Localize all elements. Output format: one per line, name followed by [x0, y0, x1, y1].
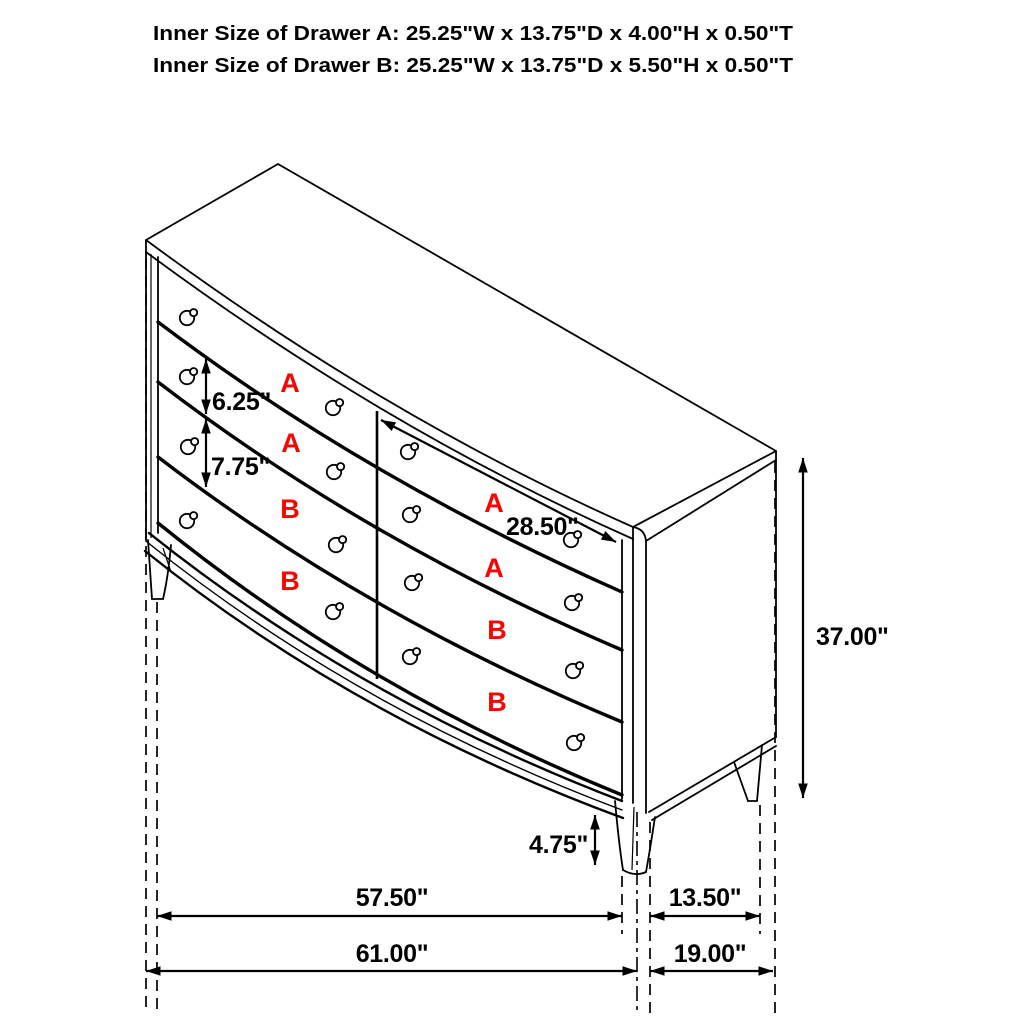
dim-overall-height-label: 37.00": [816, 623, 889, 651]
drawer-label-left-2: A: [281, 428, 301, 458]
drawer-label-left-4: B: [280, 566, 300, 596]
dim-drawer-b-height-label: 7.75": [211, 453, 271, 481]
drawer-knob-icon: [567, 734, 584, 750]
diagram-title: [153, 23, 793, 77]
dresser-left-end: [146, 252, 158, 541]
dim-width-between-legs-label: 57.50": [355, 884, 429, 912]
drawer-knob-icon: [181, 438, 198, 454]
drawer-knob-icon: [180, 309, 197, 325]
drawer-knob-icon: [180, 512, 197, 528]
drawer-label-right-3: B: [487, 615, 507, 645]
drawer-label-right-1: A: [484, 488, 504, 518]
drawer-knob-icon: [327, 463, 344, 479]
drawer-knob-icon: [405, 574, 422, 590]
drawer-label-right-2: A: [484, 553, 504, 583]
title-line-1: Inner Size of Drawer A: 25.25"W x 13.75"D x 4.00"H x 0.50"T: [153, 23, 793, 45]
drawer-knob-icon: [326, 399, 343, 415]
dim-leg-height-label: 4.75": [528, 831, 588, 859]
drawer-knob-icon: [403, 506, 420, 522]
drawer-knob-icon: [180, 368, 197, 384]
title-line-2: Inner Size of Drawer B: 25.25"W x 13.75"D x 5.50"H x 0.50"T: [153, 55, 793, 77]
dresser-side-panel: [649, 460, 776, 820]
drawer-label-left-1: A: [280, 368, 300, 398]
base-rail: [145, 533, 623, 818]
drawer-knob-icon: [403, 648, 420, 664]
dim-drawer-a-height-label: 6.25": [212, 388, 272, 416]
drawer-knob-icon: [401, 443, 418, 459]
drawer-label-left-3: B: [280, 494, 300, 524]
dim-depth-between-legs-label: 13.50": [668, 884, 742, 912]
drawer-type-labels: [280, 368, 507, 717]
dim-drawer-width-label: 28.50": [506, 513, 579, 541]
dimension-labels: [211, 388, 889, 968]
dim-overall-width-label: 61.00": [355, 940, 429, 968]
dim-overall-depth-label: 19.00": [673, 940, 747, 968]
front-corner-post: [622, 527, 646, 813]
dim-line-drawer-width: [381, 420, 616, 542]
drawer-knob-icon: [329, 536, 346, 552]
dresser-top-face: [146, 164, 776, 541]
drawer-label-right-4: B: [487, 687, 507, 717]
dimension-lines: [146, 359, 803, 971]
drawer-knob-icon: [326, 603, 343, 619]
drawer-knob-icon: [565, 594, 582, 610]
drawer-knob-icon: [566, 662, 583, 678]
